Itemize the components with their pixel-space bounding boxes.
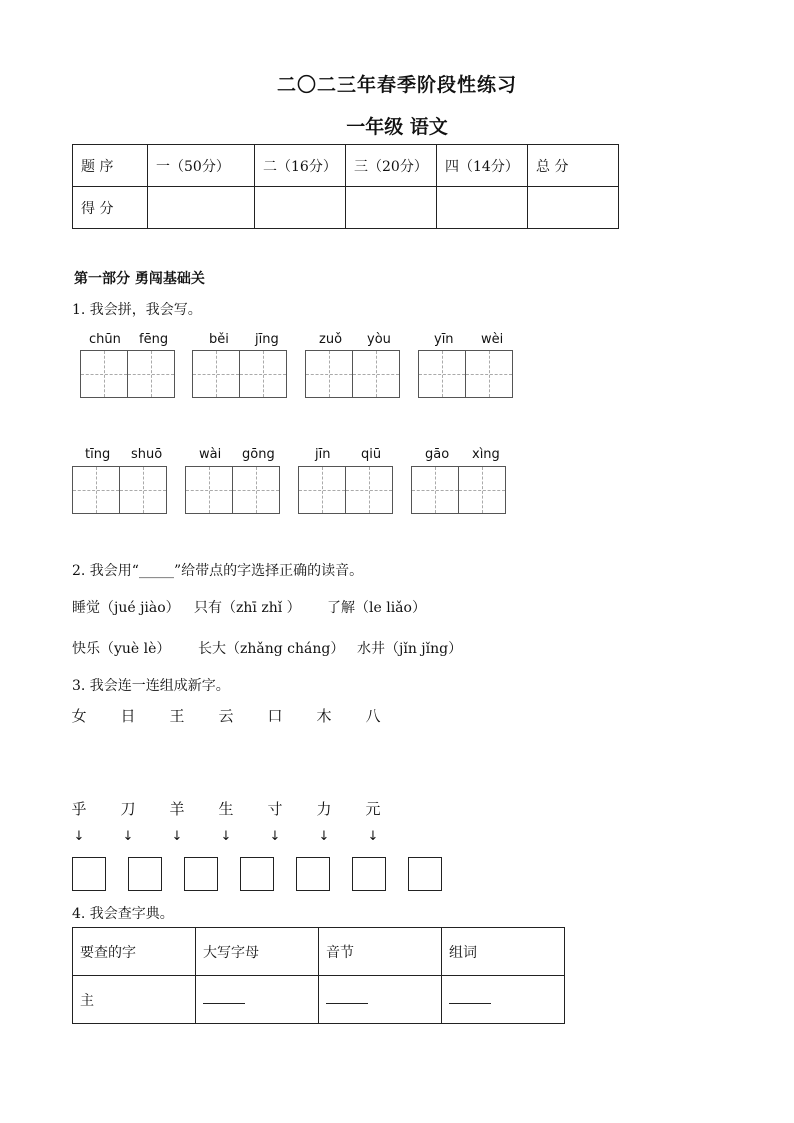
table-cell: 主 [73, 976, 196, 1024]
arrow-down-icon: ↓ [122, 829, 134, 844]
score-cell[interactable] [437, 187, 528, 229]
question-1: 1. 我会拼，我会写。 [72, 302, 202, 318]
char-top[interactable]: 八 [365, 707, 381, 725]
char-bottom[interactable]: 寸 [267, 800, 283, 818]
answer-box[interactable] [296, 857, 330, 891]
table-header: 组词 [442, 928, 565, 976]
question-2: 2. 我会用“_____”给带点的字选择正确的读音。 [72, 563, 364, 579]
arrow-down-icon: ↓ [367, 829, 379, 844]
char-top[interactable]: 云 [218, 707, 234, 725]
char-top[interactable]: 王 [169, 707, 185, 725]
reading-option[interactable]: 长大（zhǎng cháng） [198, 641, 345, 657]
answer-box[interactable] [352, 857, 386, 891]
reading-option[interactable]: 了解（le liǎo） [327, 600, 426, 616]
pinyin-label: gōng [242, 447, 275, 462]
writing-grid [411, 466, 506, 514]
reading-option[interactable]: 只有（zhī zhǐ ） [194, 600, 301, 616]
pinyin-label: jīng [255, 332, 279, 347]
char-bottom[interactable]: 乎 [71, 800, 87, 818]
answer-box[interactable] [408, 857, 442, 891]
writing-cell[interactable] [411, 466, 459, 514]
table-row [73, 145, 619, 187]
table-cell: 一（50分） [148, 145, 255, 187]
writing-cell[interactable] [232, 466, 280, 514]
table-row [73, 928, 565, 976]
table-cell: 题 序 [73, 145, 148, 187]
dictionary-table [72, 927, 565, 1024]
writing-cell[interactable] [298, 466, 346, 514]
char-top[interactable]: 木 [316, 707, 332, 725]
char-bottom[interactable]: 力 [316, 800, 332, 818]
writing-cell[interactable] [418, 350, 466, 398]
score-cell[interactable] [255, 187, 346, 229]
pinyin-label: wèi [481, 332, 504, 347]
pinyin-label: yòu [367, 332, 391, 347]
table-row [73, 187, 619, 229]
pinyin-label: yīn [434, 332, 454, 347]
page-subtitle: 一年级 语文 [346, 116, 448, 138]
writing-cell[interactable] [192, 350, 240, 398]
writing-cell[interactable] [352, 350, 400, 398]
section-heading: 第一部分 勇闯基础关 [74, 271, 205, 287]
writing-grid [305, 350, 400, 398]
question-4: 4. 我会查字典。 [72, 906, 174, 922]
writing-grid [80, 350, 175, 398]
char-top[interactable]: 口 [267, 707, 283, 725]
writing-cell[interactable] [185, 466, 233, 514]
score-table [72, 144, 619, 229]
question-3: 3. 我会连一连组成新字。 [72, 678, 230, 694]
fill-blank[interactable] [196, 976, 319, 1024]
table-header: 要查的字 [73, 928, 196, 976]
writing-grid [185, 466, 280, 514]
char-bottom[interactable]: 生 [218, 800, 234, 818]
writing-cell[interactable] [119, 466, 167, 514]
pinyin-label: jīn [315, 447, 331, 462]
score-cell[interactable] [346, 187, 437, 229]
writing-grid [72, 466, 167, 514]
char-bottom[interactable]: 元 [365, 800, 381, 818]
page-title: 二〇二三年春季阶段性练习 [276, 74, 517, 96]
writing-cell[interactable] [127, 350, 175, 398]
score-cell[interactable] [148, 187, 255, 229]
answer-box[interactable] [128, 857, 162, 891]
score-cell[interactable] [528, 187, 619, 229]
pinyin-label: tīng [85, 447, 111, 462]
writing-grid [192, 350, 287, 398]
pinyin-label: gāo [425, 447, 450, 462]
pinyin-label: xìng [472, 447, 500, 462]
table-header: 大写字母 [196, 928, 319, 976]
char-bottom[interactable]: 羊 [169, 800, 185, 818]
pinyin-label: běi [209, 332, 229, 347]
writing-cell[interactable] [80, 350, 128, 398]
writing-cell[interactable] [72, 466, 120, 514]
arrow-down-icon: ↓ [220, 829, 232, 844]
pinyin-label: qiū [361, 447, 382, 462]
pinyin-label: shuō [131, 447, 163, 462]
answer-box[interactable] [184, 857, 218, 891]
pinyin-label: chūn [89, 332, 121, 347]
reading-option[interactable]: 快乐（yuè lè） [72, 641, 171, 657]
arrow-down-icon: ↓ [318, 829, 330, 844]
reading-option[interactable]: 睡觉（jué jiào） [72, 600, 180, 616]
writing-cell[interactable] [465, 350, 513, 398]
reading-option[interactable]: 水井（jǐn jǐng） [357, 641, 463, 657]
arrow-down-icon: ↓ [73, 829, 85, 844]
pinyin-label: wài [199, 447, 222, 462]
writing-cell[interactable] [239, 350, 287, 398]
char-top[interactable]: 女 [71, 707, 87, 725]
arrow-down-icon: ↓ [269, 829, 281, 844]
fill-blank[interactable] [442, 976, 565, 1024]
pinyin-label: zuǒ [319, 332, 343, 347]
table-cell: 三（20分） [346, 145, 437, 187]
char-top[interactable]: 日 [120, 707, 136, 725]
writing-grid [298, 466, 393, 514]
char-bottom[interactable]: 刀 [120, 800, 136, 818]
fill-blank[interactable] [319, 976, 442, 1024]
writing-grid [418, 350, 513, 398]
table-header: 音节 [319, 928, 442, 976]
pinyin-label: fēng [139, 332, 169, 347]
table-cell: 二（16分） [255, 145, 346, 187]
arrow-down-icon: ↓ [171, 829, 183, 844]
writing-cell[interactable] [305, 350, 353, 398]
writing-cell[interactable] [458, 466, 506, 514]
answer-box[interactable] [72, 857, 106, 891]
table-row [73, 976, 565, 1024]
table-cell: 总 分 [528, 145, 619, 187]
table-cell: 得 分 [73, 187, 148, 229]
answer-box[interactable] [240, 857, 274, 891]
table-cell: 四（14分） [437, 145, 528, 187]
writing-cell[interactable] [345, 466, 393, 514]
